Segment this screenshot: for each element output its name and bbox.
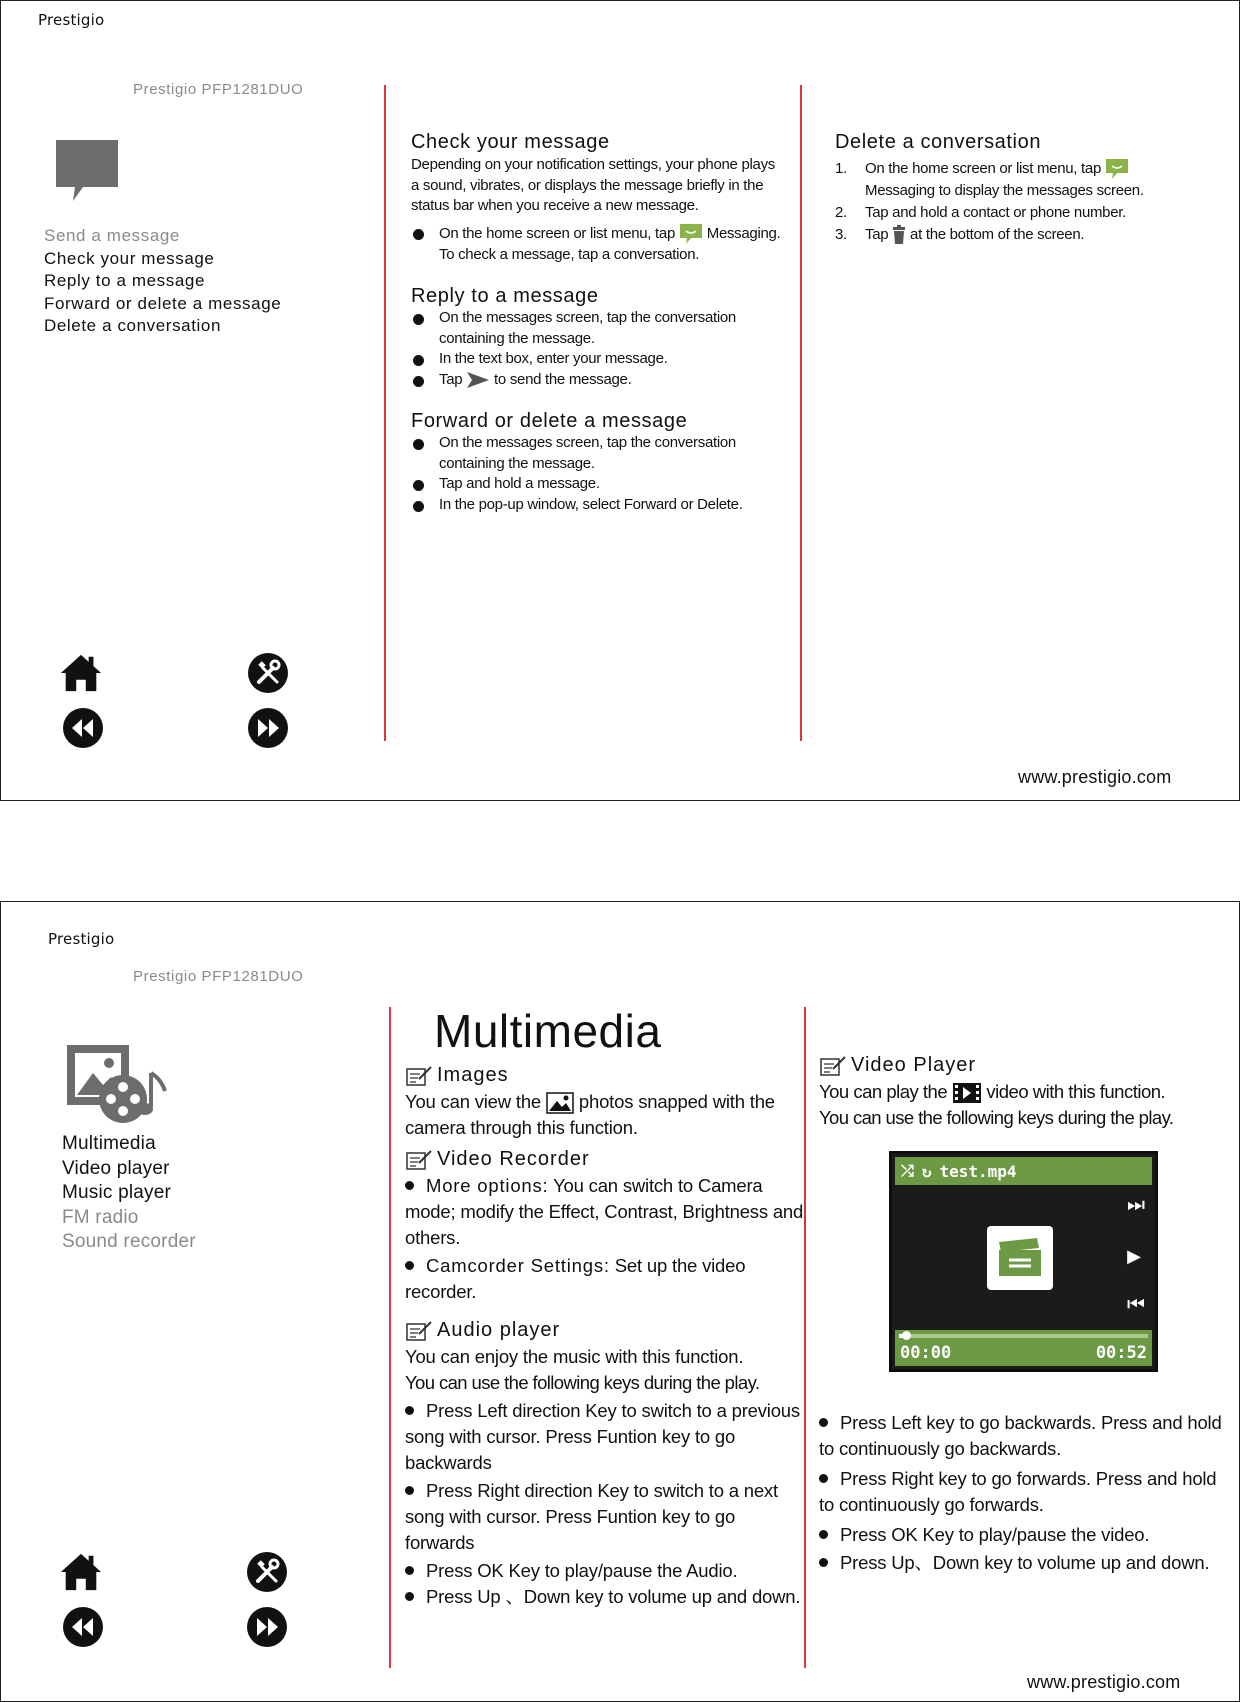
page-title: Multimedia [434,1005,662,1057]
video-file-icon [952,1082,982,1104]
delete-conversation-steps [835,158,1195,246]
list-item: In the pop-up window, select Forward or Delete. [411,495,781,516]
video-step: Press Up、Down key to volume up and down. [819,1550,1223,1576]
check-message-steps [411,223,781,266]
toc-item-sound-recorder[interactable]: Sound recorder [62,1231,196,1252]
home-button[interactable] [59,651,103,695]
bullet [819,1474,828,1483]
audio-step: Press OK Key to play/pause the Audio. [405,1558,805,1584]
shuffle-icon[interactable]: ⤮ [901,1161,914,1180]
time-elapsed: 00:00 [900,1343,952,1363]
bullet [819,1418,828,1427]
toc-item-check-message[interactable]: Check your message [44,248,215,268]
audio-step: Press Up 、Down key to volume up and down. [405,1584,805,1610]
rewind-icon [62,707,104,749]
bullet [819,1558,828,1567]
progress-knob[interactable] [902,1331,911,1340]
video-recorder-heading: Video Recorder [405,1148,805,1171]
messaging-app-icon [1105,158,1129,180]
bullet [405,1566,414,1575]
video-player-screenshot [889,1151,1158,1372]
list-item: On the messages screen, tap the conversation containing the message. [411,433,781,474]
toc-item-delete-conversation[interactable]: Delete a conversation [44,316,222,335]
manual-page-messaging [0,0,1240,801]
images-heading: Images [405,1064,805,1087]
brand-logo: Prestigio [48,930,115,948]
list-item: On the messages screen, tap the conversation containing the message. [411,308,781,349]
bullet [405,1592,414,1601]
list-item: 1. On the home screen or list menu, tap Messaging to display the messages screen. [835,160,1144,200]
bullet [405,1261,414,1270]
home-icon [59,652,103,694]
player-file-name: test.mp4 [939,1161,1017,1181]
video-thumbnail [987,1226,1053,1290]
video-key-steps [819,1410,1223,1576]
list-item: 2. Tap and hold a contact or phone number. [835,204,1126,222]
multimedia-icon [65,1043,169,1127]
bullet [405,1486,414,1495]
check-message-heading: Check your message [411,131,610,153]
audio-intro-1: You can enjoy the music with this function. [405,1346,744,1367]
toc-item-send-message[interactable]: Send a message [44,226,180,245]
note-pencil-icon [405,1320,433,1342]
progress-track[interactable] [899,1334,1148,1338]
note-pencil-icon [819,1055,847,1077]
manual-page-multimedia [0,901,1240,1702]
column-divider [800,85,802,741]
list-item: Tap and hold a message. [411,474,781,495]
video-step: Press Right key to go forwards. Press and hold to continuously go forwards. [819,1468,1217,1515]
fast-forward-icon [247,707,289,749]
home-icon [59,1551,103,1593]
tools-icon [246,1551,288,1593]
audio-player-heading: Audio player [405,1319,805,1342]
player-title-bar [895,1157,1152,1185]
video-player-heading: Video Player [819,1054,1229,1077]
multimedia-sections-column [405,1064,805,1610]
home-button[interactable] [59,1550,103,1594]
skip-forward-icon[interactable]: ⏭ [1127,1194,1145,1216]
delete-conversation-heading: Delete a conversation [835,131,1042,153]
list-item: Tap to send the message. [411,370,781,391]
forward-delete-steps [411,433,781,515]
next-page-button[interactable] [246,706,290,750]
audio-step: Press Right direction Key to switch to a next song with cursor. Press Funtion key to go forwards [405,1480,778,1553]
bullet [405,1181,414,1190]
images-description: You can view the photos snapped with the camera through this function. [405,1091,775,1138]
toc-item-music-player[interactable]: Music player [62,1182,172,1203]
time-total: 00:52 [1095,1343,1147,1363]
brand-logo: Prestigio [38,11,105,29]
fast-forward-icon [246,1606,288,1648]
rewind-icon [62,1606,104,1648]
bullet [405,1406,414,1415]
model-name: Prestigio PFP1281DUO [133,968,304,985]
note-pencil-icon [405,1065,433,1087]
column-divider [389,1007,391,1668]
trash-icon [892,225,906,245]
toc-item-video-player[interactable]: Video player [62,1157,170,1179]
previous-page-button[interactable] [61,1605,105,1649]
message-bubble-icon [55,139,119,203]
play-icon[interactable]: ▶ [1127,1246,1141,1266]
reply-message-heading: Reply to a message [411,285,599,307]
list-item: 3. Tap at the bottom of the screen. [835,224,1195,246]
messaging-app-icon [679,223,703,245]
forward-delete-heading: Forward or delete a message [411,410,688,432]
tools-icon [247,652,289,694]
note-pencil-icon [405,1149,433,1171]
next-page-button[interactable] [245,1605,289,1649]
toc-item-reply-message[interactable]: Reply to a message [44,271,206,290]
toc-item-fm-radio[interactable]: FM radio [62,1206,139,1228]
video-step: Press OK Key to play/pause the video. [819,1522,1223,1548]
reply-message-steps [411,308,781,390]
video-player-column [819,1054,1229,1131]
send-icon [466,371,490,389]
website-footer[interactable]: www.prestigio.com [1027,1672,1181,1692]
video-intro-1: You can play the video with this function. [819,1079,1229,1105]
audio-step: Press Left direction Key to switch to a previous song with cursor. Press Funtion key to go backwards [405,1400,800,1473]
video-recorder-more-options: More options: You can switch to Camera mode; modify the Effect, Contrast, Brightness and others. [405,1175,804,1248]
table-of-contents [44,225,281,338]
player-control-bar [895,1330,1152,1366]
previous-page-button[interactable] [61,706,105,750]
settings-button[interactable] [245,1550,289,1594]
video-step: Press Left key to go backwards. Press and hold to continuously go backwards. [819,1412,1222,1459]
video-recorder-camcorder-settings: Camcorder Settings: Set up the video recorder. [405,1255,746,1302]
toc-item-forward-delete[interactable]: Forward or delete a message [44,293,282,313]
skip-back-icon[interactable]: ⏮ [1127,1294,1145,1316]
list-item: On the home screen or list menu, tap Messaging. To check a message, tap a conversation. [411,223,781,266]
settings-button[interactable] [246,651,290,695]
audio-intro-2: You can use the following keys during the play. [405,1372,760,1393]
column-divider [384,85,386,741]
toc-item-multimedia[interactable]: Multimedia [62,1133,156,1154]
repeat-icon[interactable]: ↻ [921,1161,932,1181]
bullet [819,1530,828,1539]
check-message-intro: Depending on your notification settings, your phone plays a sound, vibrates, or displays the message briefly in the status bar when you receive a new message. [411,156,775,214]
video-intro-2: You can use the following keys during the play. [819,1107,1174,1128]
gallery-icon [546,1092,574,1114]
list-item: In the text box, enter your message. [411,349,781,370]
model-name: Prestigio PFP1281DUO [133,81,304,98]
website-footer[interactable]: www.prestigio.com [1018,767,1172,787]
table-of-contents [62,1132,196,1255]
delete-conversation-column [835,131,1195,246]
messaging-sections-column [411,131,781,515]
clapperboard-icon [997,1238,1043,1278]
